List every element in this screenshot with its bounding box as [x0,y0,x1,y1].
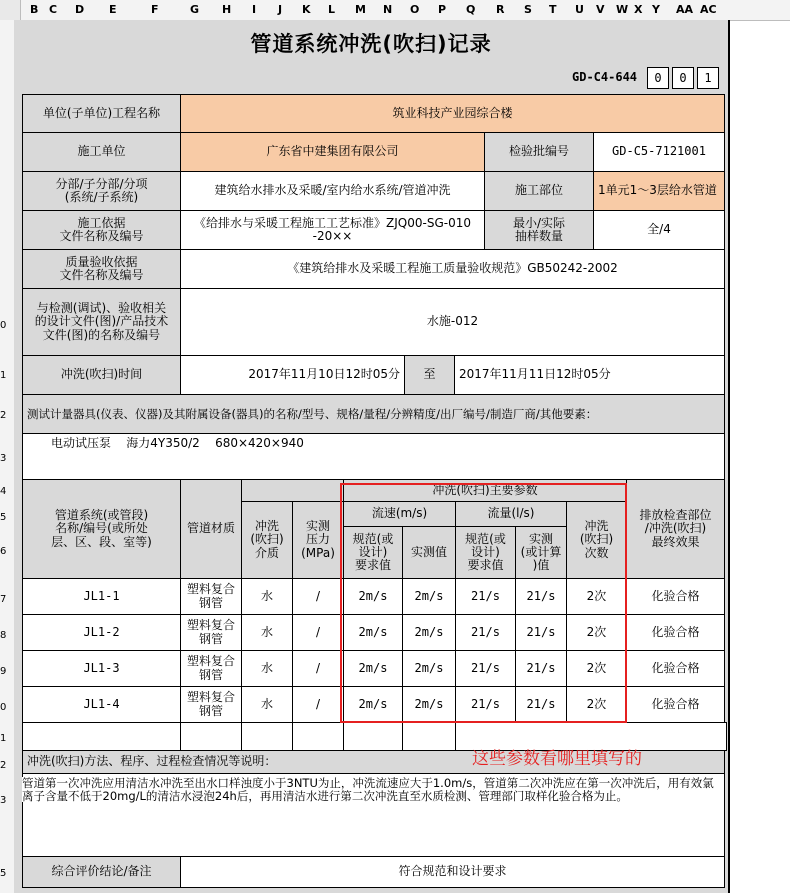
row-flow-req[interactable]: 21/s [455,686,516,723]
method-text[interactable]: 管道第一次冲洗应用清洁水冲洗至出水口样浊度小于3NTU为止，冲洗流速应大于1.0m/s，管道第二次冲洗应在第一次冲洗后，用有效氯离子含量不低于20mg/L的清洁水浸泡24h后，再用清洁水进行第二次冲洗直至水质检测、管理部门取样化验合格为止。 [22,777,722,802]
doc-box-2[interactable]: 0 [672,67,694,89]
conclusion-label: 综合评价结论/备注 [22,856,181,888]
row-times[interactable]: 2次 [566,650,627,687]
row-pressure[interactable]: / [292,650,344,687]
row-medium[interactable]: 水 [241,614,293,651]
col-material-header: 管道材质 [180,479,242,579]
row-header[interactable]: 4 [0,486,7,497]
col-result-header: 排放检查部位 /冲洗(吹扫) 最终效果 [626,479,725,579]
row-header[interactable]: 9 [0,666,7,677]
column-header[interactable]: D [75,3,85,16]
column-header[interactable]: B [30,3,39,16]
row-header[interactable]: 8 [0,630,7,641]
method-label: 冲洗(吹扫)方法、程序、过程检查情况等说明： [22,750,725,774]
column-header[interactable]: P [438,3,447,16]
equipment-label: 测试计量器具(仪表、仪器)及其附属设备(器具)的名称/型号、规格/量程/分辨精度/出厂编号/制造厂商/其他要素： [22,394,725,434]
row-velocity-req[interactable]: 2m/s [343,650,403,687]
column-header[interactable]: J [278,3,283,16]
row-system[interactable]: JL1-1 [22,578,181,615]
row-medium[interactable]: 水 [241,650,293,687]
sample-value[interactable]: 全/4 [593,210,725,250]
col-times-header: 冲洗 (吹扫) 次数 [566,501,627,579]
constructor-label: 施工单位 [22,132,181,172]
row-flow-req[interactable]: 21/s [455,650,516,687]
row-header[interactable]: 5 [0,512,7,523]
row-flow-meas[interactable]: 21/s [515,686,567,723]
empty-cell[interactable] [343,722,403,751]
row-result[interactable]: 化验合格 [626,614,725,651]
row-pressure[interactable]: / [292,614,344,651]
row-velocity-req[interactable]: 2m/s [343,578,403,615]
row-flow-meas[interactable]: 21/s [515,650,567,687]
row-header[interactable]: 3 [0,795,7,806]
row-flow-req[interactable]: 21/s [455,614,516,651]
row-header[interactable]: 2 [0,760,7,771]
doc-code: GD-C4-644 [572,70,638,84]
row-material[interactable]: 塑料复合 钢管 [180,614,242,651]
column-header[interactable]: U [575,3,584,16]
row-flow-meas[interactable]: 21/s [515,578,567,615]
column-header[interactable]: T [549,3,557,16]
column-header[interactable]: L [328,3,336,16]
group-flow-header: 流量(l/s) [455,501,567,527]
row-material[interactable]: 塑料复合 钢管 [180,686,242,723]
column-header[interactable]: V [596,3,605,16]
design-doc-label: 与检测(调试)、验收相关 的设计文件(图)/产品技术 文件(图)的名称及编号 [22,288,181,356]
col-pressure-header: 实测 压力 (MPa) [292,501,344,579]
select-all-corner[interactable] [0,0,21,20]
empty-cell[interactable] [402,722,456,751]
batch-value[interactable]: GD-C5-7121001 [593,132,725,172]
column-header[interactable]: M [355,3,366,16]
column-header-bar [0,0,790,21]
row-header[interactable]: 7 [0,594,7,605]
column-header[interactable]: C [49,3,58,16]
division-value[interactable]: 建筑给水排水及采暖/室内给水系统/管道冲洗 [180,171,485,211]
row-times[interactable]: 2次 [566,578,627,615]
col-medium-header: 冲洗 (吹扫) 介质 [241,501,293,579]
basis-label: 施工依据 文件名称及编号 [22,210,181,250]
row-velocity-meas[interactable]: 2m/s [402,650,456,687]
row-header[interactable]: 0 [0,702,7,713]
row-system[interactable]: JL1-3 [22,650,181,687]
row-velocity-meas[interactable]: 2m/s [402,686,456,723]
row-velocity-req[interactable]: 2m/s [343,614,403,651]
empty-cell[interactable] [241,722,293,751]
column-header[interactable]: W [616,3,629,16]
constructor-value[interactable]: 广东省中建集团有限公司 [180,132,485,172]
row-times[interactable]: 2次 [566,614,627,651]
row-header[interactable]: 3 [0,453,7,464]
row-velocity-req[interactable]: 2m/s [343,686,403,723]
equipment-value[interactable]: 电动试压泵 海力4Y350/2 680×420×940 [22,433,725,480]
row-medium[interactable]: 水 [241,686,293,723]
column-header[interactable]: Y [652,3,660,16]
empty-cell[interactable] [22,722,181,751]
row-times[interactable]: 2次 [566,686,627,723]
location-value[interactable]: 1单元1～3层给水管道 [593,171,725,211]
row-medium[interactable]: 水 [241,578,293,615]
division-label: 分部/子分部/分项 (系统/子系统) [22,171,181,211]
column-header[interactable]: H [222,3,232,16]
acceptance-label: 质量验收依据 文件名称及编号 [22,249,181,289]
row-pressure[interactable]: / [292,578,344,615]
col-system-header: 管道系统(或管段) 名称/编号(或所处 层、区、段、室等) [22,479,181,579]
column-header[interactable]: X [634,3,643,16]
header-spacer [241,479,344,502]
column-header[interactable]: E [109,3,117,16]
project-label: 单位(子单位)工程名称 [22,94,181,133]
form-title: 管道系统冲洗(吹扫)记录 [250,32,492,56]
time-end[interactable]: 2017年11月11日12时05分 [454,355,725,395]
column-header[interactable]: S [524,3,532,16]
row-result[interactable]: 化验合格 [626,686,725,723]
empty-cell[interactable] [180,722,242,751]
column-header[interactable]: AC [700,3,717,16]
column-header[interactable]: N [383,3,393,16]
time-start[interactable]: 2017年11月10日12时05分 [180,355,405,395]
row-flow-meas[interactable]: 21/s [515,614,567,651]
group-velocity-header: 流速(m/s) [343,501,456,527]
acceptance-value[interactable]: 《建筑给排水及采暖工程施工质量验收规范》GB50242-2002 [180,249,725,289]
col-velocity-req-header: 规范(或 设计) 要求值 [343,526,403,579]
row-header[interactable]: 5 [0,868,7,879]
empty-cell[interactable] [292,722,344,751]
column-header[interactable]: Q [466,3,476,16]
row-result[interactable]: 化验合格 [626,578,725,615]
column-header[interactable]: AA [676,3,694,16]
col-flow-req-header: 规范(或 设计) 要求值 [455,526,516,579]
basis-value[interactable]: 《给排水与采暖工程施工工艺标准》ZJQ00-SG-010 -20×× [180,210,485,250]
row-header-bar [0,20,15,893]
row-header[interactable]: 6 [0,546,7,557]
row-header[interactable]: 1 [0,370,7,381]
page-border [728,20,730,893]
row-result[interactable]: 化验合格 [626,650,725,687]
column-header[interactable]: O [410,3,420,16]
row-system[interactable]: JL1-4 [22,686,181,723]
conclusion-value[interactable]: 符合规范和设计要求 [180,856,725,888]
doc-box-1[interactable]: 0 [647,67,669,89]
column-header[interactable]: K [302,3,311,16]
row-system[interactable]: JL1-2 [22,614,181,651]
row-velocity-meas[interactable]: 2m/s [402,578,456,615]
col-velocity-meas-header: 实测值 [402,526,456,579]
row-material[interactable]: 塑料复合 钢管 [180,650,242,687]
row-flow-req[interactable]: 21/s [455,578,516,615]
column-header[interactable]: F [151,3,159,16]
row-velocity-meas[interactable]: 2m/s [402,614,456,651]
design-doc-value[interactable]: 水施-012 [180,288,725,356]
doc-box-3[interactable]: 1 [697,67,719,89]
time-label: 冲洗(吹扫)时间 [22,355,181,395]
group-main-header: 冲洗(吹扫)主要参数 [343,479,627,502]
col-flow-meas-header: 实测 (或计算 )值 [515,526,567,579]
row-header[interactable]: 0 [0,320,7,331]
column-header[interactable]: R [496,3,505,16]
row-pressure[interactable]: / [292,686,344,723]
row-header[interactable]: 2 [0,410,7,421]
column-header[interactable]: G [190,3,200,16]
time-to-label: 至 [404,355,455,395]
row-material[interactable]: 塑料复合 钢管 [180,578,242,615]
annotation-note: 这些参数看哪里填写的 [472,749,642,769]
batch-label: 检验批编号 [484,132,594,172]
column-header[interactable]: I [252,3,257,16]
row-header[interactable]: 1 [0,733,7,744]
location-label: 施工部位 [484,171,594,211]
project-value[interactable]: 筑业科技产业园综合楼 [180,94,725,133]
sample-label: 最小/实际 抽样数量 [484,210,594,250]
